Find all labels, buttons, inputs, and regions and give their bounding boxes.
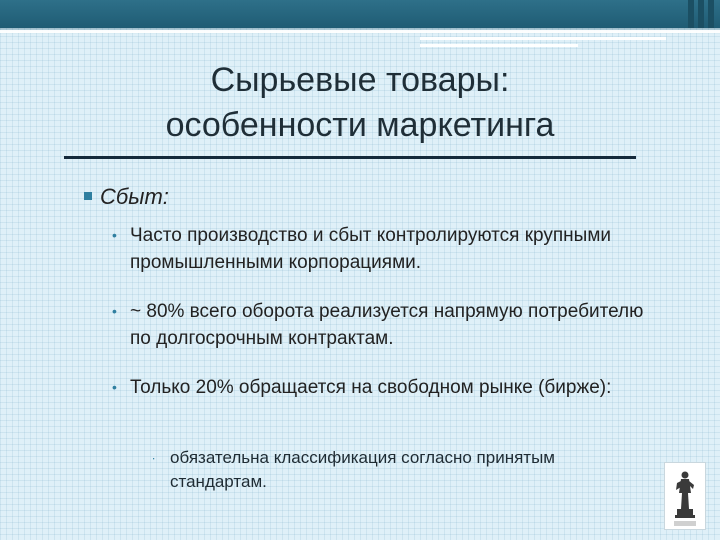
- header-band-stripe: [698, 0, 704, 28]
- accent-line: [420, 44, 578, 47]
- bullet-icon: •: [112, 303, 117, 319]
- slide-title: [60, 58, 660, 148]
- list-item-text: Только 20% обращается на свободном рынке (бирже):: [130, 377, 612, 398]
- list-item: [112, 222, 652, 276]
- list-item: [112, 298, 652, 352]
- title-underline: [64, 156, 636, 159]
- sub-list-item-text: обязательна классификация согласно принятым стандартам.: [170, 448, 555, 491]
- list-item: [112, 374, 652, 401]
- header-band-stripe: [708, 0, 714, 28]
- header-band-stripe: [688, 0, 694, 28]
- section-heading-text: Сбыт:: [100, 184, 169, 209]
- dot-bullet-icon: ∙: [152, 451, 156, 465]
- square-bullet-icon: [84, 192, 92, 200]
- accent-line: [0, 30, 720, 33]
- bullet-icon: •: [112, 227, 117, 243]
- header-band: [0, 0, 720, 28]
- list-item-text: ~ 80% всего оборота реализуется напрямую потребителю по долгосрочным контрактам.: [130, 301, 644, 349]
- list-item-text: Часто производство и сбыт контролируются крупными промышленными корпорациями.: [130, 225, 611, 273]
- slide-title-line: особенности маркетинга: [165, 106, 555, 144]
- bullet-icon: •: [112, 379, 117, 395]
- slide-title-line: Сырьевые товары:: [210, 61, 510, 99]
- section-heading: [84, 184, 169, 210]
- sub-list-item: [152, 446, 622, 494]
- statue-logo-graphic: [665, 463, 705, 529]
- statue-logo-icon: [664, 462, 706, 530]
- accent-line: [420, 37, 666, 40]
